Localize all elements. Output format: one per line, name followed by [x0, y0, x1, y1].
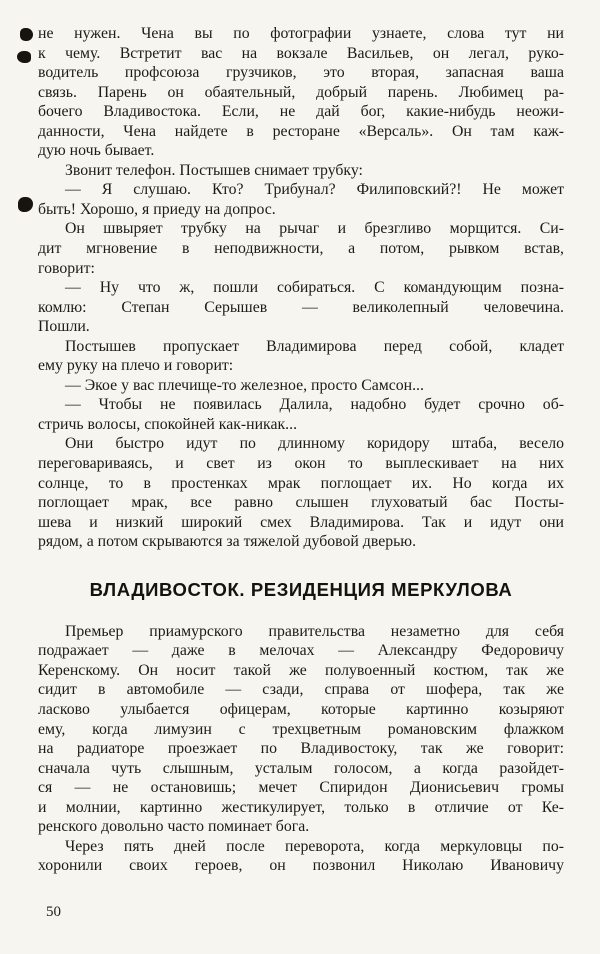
text-line: ренского довольно часто поминает бога. [38, 818, 310, 836]
text-line: ласково улыбается офицерам, которые картинно козыряют [38, 700, 564, 718]
text-line: не нужен. Чена вы по фотографии узнаете, слова тут ни [38, 25, 564, 42]
text-line: водитель профсоюза грузчиков, это вторая, запасная ваша [38, 64, 564, 82]
text-line: стричь волосы, спокойней как-никак... [38, 415, 298, 433]
text-line: Они быстро идут по длинному коридору штаба, весело [65, 435, 564, 453]
text-line: Пошли. [38, 318, 90, 336]
text-line: солнце, то в простенках мрак поглощает их. Но когда их [38, 474, 564, 492]
text-line: на радиаторе проезжает по Владивостоку, так же говорит: [38, 740, 564, 758]
text-line: — Экое у вас плечище-то железное, просто Самсон... [65, 376, 424, 394]
text-line: быть! Хорошо, я приеду на допрос. [38, 200, 276, 218]
ink-blot-artifact [17, 51, 31, 63]
text-line: — Я слушаю. Кто? Трибунал? Филиповский?! Не может [65, 181, 564, 199]
text-line: Он швыряет трубку на рычаг и брезгливо морщится. Си- [65, 220, 564, 238]
text-line: — Чтобы не появилась Далила, надобно будет срочно об- [65, 396, 564, 414]
text-line: сидит в автомобиле — сзади, справа от шофера, так же [38, 681, 564, 699]
text-line: и молнии, картинно жестикулирует, только в отличие от Ке- [38, 798, 564, 816]
page-number: 50 [46, 904, 61, 920]
text-line: ему, когда лимузин с трехцветным романовским флажком [38, 720, 564, 738]
ink-blot-artifact [18, 197, 33, 212]
text-line: ся — не остановишь; мечет Спиридон Дионисьевич громы [38, 779, 564, 797]
text-line: Через пять дней после переворота, когда меркуловцы по- [65, 837, 564, 855]
text-line: переговариваясь, и свет из окон то выплескивает на них [38, 455, 564, 473]
text-line: дит мгновение в неподвижности, а потом, рывком встав, [38, 240, 564, 258]
text-line: бочего Владивостока. Если, не дай бог, какие-нибудь неожи- [38, 103, 564, 121]
text-line: к чему. Встретит вас на вокзале Васильев, он легал, руко- [38, 44, 564, 62]
text-block-after-heading [38, 622, 564, 876]
text-line: Премьер приамурского правительства незаметно для себя [65, 622, 564, 640]
text-line: дую ночь бывает. [38, 142, 155, 160]
text-line: связь. Парень он обаятельный, добрый парень. Любимец ра- [38, 83, 564, 101]
text-line: комлю: Степан Серышев — великолепный человечина. [38, 298, 564, 316]
text-line: подражает — даже в мелочах — Александру Федоровичу [38, 642, 564, 660]
page-content [38, 24, 564, 876]
text-line: — Ну что ж, пошли собираться. С командующим позна- [65, 279, 564, 297]
text-line: сначала чуть слышным, усталым голосом, а когда разойдет- [38, 759, 564, 777]
text-line: хоронили своих героев, он позвонил Николаю Ивановичу [38, 857, 564, 875]
ink-blot-artifact [20, 28, 33, 41]
text-line: Керенскому. Он носит такой же полувоенный костюм, так же [38, 661, 564, 679]
text-block-before-heading [38, 24, 564, 552]
text-line: рядом, а потом скрываются за тяжелой дубовой дверью. [38, 533, 417, 551]
text-line: Постышев пропускает Владимирова перед собой, кладет [65, 337, 564, 355]
text-line: говорит: [38, 259, 95, 277]
text-line: шева и низкий широкий смех Владимирова. Так и идут они [38, 513, 564, 531]
text-line: поглощает мрак, все равно слышен глуховатый бас Посты- [38, 494, 564, 512]
text-line: Звонит телефон. Постышев снимает трубку: [65, 161, 363, 179]
section-heading: ВЛАДИВОСТОК. РЕЗИДЕНЦИЯ МЕРКУЛОВА [89, 578, 513, 600]
text-line: ему руку на плечо и говорит: [38, 357, 234, 375]
text-line: данности, Чена найдете в ресторане «Версаль». Он там каж- [38, 122, 564, 140]
